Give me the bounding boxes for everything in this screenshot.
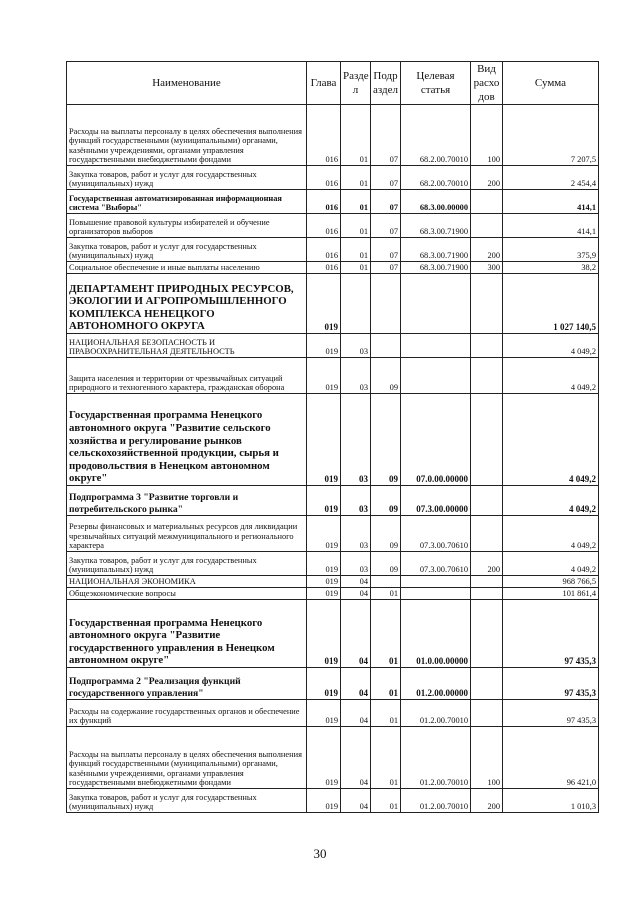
row-target-article: 68.3.00.71900 [401,238,471,262]
row-target-article: 07.3.00.70610 [401,552,471,576]
row-amount: 97 435,3 [503,700,599,727]
row-chapter: 019 [307,700,341,727]
row-target-article: 68.2.00.70010 [401,105,471,166]
table-row [67,358,599,394]
row-amount: 4 049,2 [503,358,599,394]
header-name: Наименование [67,62,307,105]
row-expense-type [471,486,503,516]
row-section: 03 [341,358,371,394]
row-section [341,274,371,334]
table-row [67,238,599,262]
row-section: 01 [341,105,371,166]
row-expense-type [471,394,503,486]
row-name: Резервы финансовых и материальных ресурсов для ликвидации чрезвычайных ситуаций межмуниципального и регионального характера [67,516,307,552]
row-target-article: 07.0.00.00000 [401,394,471,486]
row-amount: 4 049,2 [503,394,599,486]
row-expense-type [471,668,503,700]
row-target-article: 68.3.00.71900 [401,262,471,274]
row-expense-type: 100 [471,727,503,789]
row-section: 03 [341,334,371,358]
row-subsection: 01 [371,600,401,668]
row-section: 04 [341,576,371,588]
row-section: 01 [341,166,371,190]
row-subsection [371,576,401,588]
row-section: 03 [341,516,371,552]
row-target-article: 01.2.00.00000 [401,668,471,700]
row-section: 01 [341,190,371,214]
row-expense-type [471,214,503,238]
row-section: 03 [341,394,371,486]
row-name: Закупка товаров, работ и услуг для государственных (муниципальных) нужд [67,552,307,576]
row-section: 01 [341,262,371,274]
row-name: Расходы на содержание государственных органов и обеспечение их функций [67,700,307,727]
row-name: Государственная автоматизированная информационная система "Выборы" [67,190,307,214]
row-subsection: 07 [371,105,401,166]
row-chapter: 016 [307,214,341,238]
row-target-article [401,358,471,394]
header-chapter: Глава [307,62,341,105]
row-expense-type [471,190,503,214]
row-amount: 97 435,3 [503,600,599,668]
table-row [67,190,599,214]
row-chapter: 016 [307,166,341,190]
row-expense-type: 200 [471,789,503,813]
row-name: Государственная программа Ненецкого автономного округа "Развитие государственного управления в Ненецком автономном округе" [67,600,307,668]
row-target-article [401,334,471,358]
table-row [67,166,599,190]
table-row [67,274,599,334]
row-name: Повышение правовой культуры избирателей и обучение организаторов выборов [67,214,307,238]
row-subsection: 07 [371,166,401,190]
row-subsection: 09 [371,486,401,516]
row-section: 04 [341,600,371,668]
row-chapter: 019 [307,486,341,516]
row-name: Подпрограмма 2 "Реализация функций государственного управления" [67,668,307,700]
table-body [67,105,599,813]
row-chapter: 019 [307,552,341,576]
row-expense-type [471,600,503,668]
row-chapter: 019 [307,668,341,700]
row-expense-type [471,576,503,588]
row-name: НАЦИОНАЛЬНАЯ БЕЗОПАСНОСТЬ И ПРАВООХРАНИТЕЛЬНАЯ ДЕЯТЕЛЬНОСТЬ [67,334,307,358]
row-amount: 4 049,2 [503,516,599,552]
table-row [67,700,599,727]
row-amount: 101 861,4 [503,588,599,600]
header-target-article: Целевая статья [401,62,471,105]
table-row [67,576,599,588]
row-expense-type: 200 [471,166,503,190]
row-chapter: 019 [307,576,341,588]
row-target-article: 68.3.00.00000 [401,190,471,214]
header-amount: Сумма [503,62,599,105]
row-expense-type [471,700,503,727]
table-row [67,262,599,274]
row-section: 01 [341,214,371,238]
row-chapter: 019 [307,789,341,813]
row-expense-type: 300 [471,262,503,274]
row-subsection: 09 [371,552,401,576]
row-amount: 97 435,3 [503,668,599,700]
table-row [67,600,599,668]
table-row [67,105,599,166]
row-amount: 414,1 [503,214,599,238]
row-target-article: 07.3.00.70610 [401,516,471,552]
row-target-article: 01.2.00.70010 [401,700,471,727]
row-chapter: 019 [307,588,341,600]
row-expense-type [471,274,503,334]
row-subsection [371,274,401,334]
row-subsection: 07 [371,262,401,274]
row-name: Защита населения и территории от чрезвычайных ситуаций природного и техногенного характера, гражданская оборона [67,358,307,394]
row-name: Расходы на выплаты персоналу в целях обеспечения выполнения функций государственными (муниципальными) органами, казёнными учреждениями, органами управления государственными внебюджетными фондами [67,105,307,166]
row-subsection: 07 [371,238,401,262]
row-subsection: 07 [371,214,401,238]
row-target-article: 68.2.00.70010 [401,166,471,190]
row-name: Закупка товаров, работ и услуг для государственных (муниципальных) нужд [67,166,307,190]
row-target-article: 07.3.00.00000 [401,486,471,516]
row-amount: 1 010,3 [503,789,599,813]
budget-table [66,61,599,813]
row-name: Закупка товаров, работ и услуг для государственных (муниципальных) нужд [67,789,307,813]
row-chapter: 019 [307,334,341,358]
header-subsection: Подр аздел [371,62,401,105]
row-chapter: 019 [307,394,341,486]
header-section: Разде л [341,62,371,105]
table-row [67,516,599,552]
table-row [67,588,599,600]
row-subsection: 01 [371,727,401,789]
row-chapter: 019 [307,516,341,552]
row-section: 03 [341,552,371,576]
row-amount: 7 207,5 [503,105,599,166]
table-row [67,334,599,358]
table-row [67,394,599,486]
row-amount: 375,9 [503,238,599,262]
row-chapter: 016 [307,105,341,166]
row-section: 03 [341,486,371,516]
row-subsection: 01 [371,700,401,727]
row-name: НАЦИОНАЛЬНАЯ ЭКОНОМИКА [67,576,307,588]
row-name: Социальное обеспечение и иные выплаты населению [67,262,307,274]
row-subsection [371,334,401,358]
row-chapter: 019 [307,727,341,789]
row-subsection: 01 [371,789,401,813]
row-amount: 38,2 [503,262,599,274]
row-expense-type: 200 [471,552,503,576]
row-section: 04 [341,700,371,727]
row-subsection: 01 [371,668,401,700]
table-row [67,214,599,238]
row-amount: 2 454,4 [503,166,599,190]
row-name: Расходы на выплаты персоналу в целях обеспечения выполнения функций государственными (муниципальными) органами, казёнными учреждениями, органами управления государственными внебюджетными фондами [67,727,307,789]
row-amount: 414,1 [503,190,599,214]
row-expense-type: 100 [471,105,503,166]
row-target-article [401,588,471,600]
row-subsection: 09 [371,358,401,394]
header-expense-type: Вид расхо дов [471,62,503,105]
row-section: 04 [341,727,371,789]
row-target-article [401,274,471,334]
row-expense-type [471,358,503,394]
row-expense-type [471,516,503,552]
row-expense-type [471,334,503,358]
row-expense-type: 200 [471,238,503,262]
table-row [67,668,599,700]
page-number: 30 [313,846,327,861]
row-amount: 4 049,2 [503,486,599,516]
row-chapter: 016 [307,190,341,214]
row-expense-type [471,588,503,600]
row-chapter: 019 [307,274,341,334]
row-target-article: 68.3.00.71900 [401,214,471,238]
table-row [67,552,599,576]
row-subsection: 01 [371,588,401,600]
row-amount: 1 027 140,5 [503,274,599,334]
row-name: ДЕПАРТАМЕНТ ПРИРОДНЫХ РЕСУРСОВ, ЭКОЛОГИИ И АГРОПРОМЫШЛЕННОГО КОМПЛЕКСА НЕНЕЦКОГО АВТОНОМНОГО ОКРУГА [67,274,307,334]
row-section: 04 [341,668,371,700]
budget-table-sheet [66,61,598,813]
table-header-row [67,62,599,105]
row-target-article: 01.0.00.00000 [401,600,471,668]
row-amount: 96 421,0 [503,727,599,789]
row-chapter: 019 [307,358,341,394]
row-section: 01 [341,238,371,262]
table-row [67,486,599,516]
row-amount: 4 049,2 [503,552,599,576]
row-subsection: 09 [371,394,401,486]
row-amount: 4 049,2 [503,334,599,358]
row-target-article: 01.2.00.70010 [401,789,471,813]
table-row [67,789,599,813]
table-row [67,727,599,789]
row-subsection: 07 [371,190,401,214]
row-target-article: 01.2.00.70010 [401,727,471,789]
row-chapter: 019 [307,600,341,668]
row-section: 04 [341,789,371,813]
row-chapter: 016 [307,262,341,274]
row-name: Подпрограмма 3 "Развитие торговли и потребительского рынка" [67,486,307,516]
row-chapter: 016 [307,238,341,262]
row-name: Государственная программа Ненецкого автономного округа "Развитие сельского хозяйства и регулирование рынков сельскохозяйственной продукции, сырья и продовольствия в Ненецком автономном округе" [67,394,307,486]
row-amount: 968 766,5 [503,576,599,588]
row-name: Закупка товаров, работ и услуг для государственных (муниципальных) нужд [67,238,307,262]
row-section: 04 [341,588,371,600]
row-subsection: 09 [371,516,401,552]
row-name: Общеэкономические вопросы [67,588,307,600]
row-target-article [401,576,471,588]
